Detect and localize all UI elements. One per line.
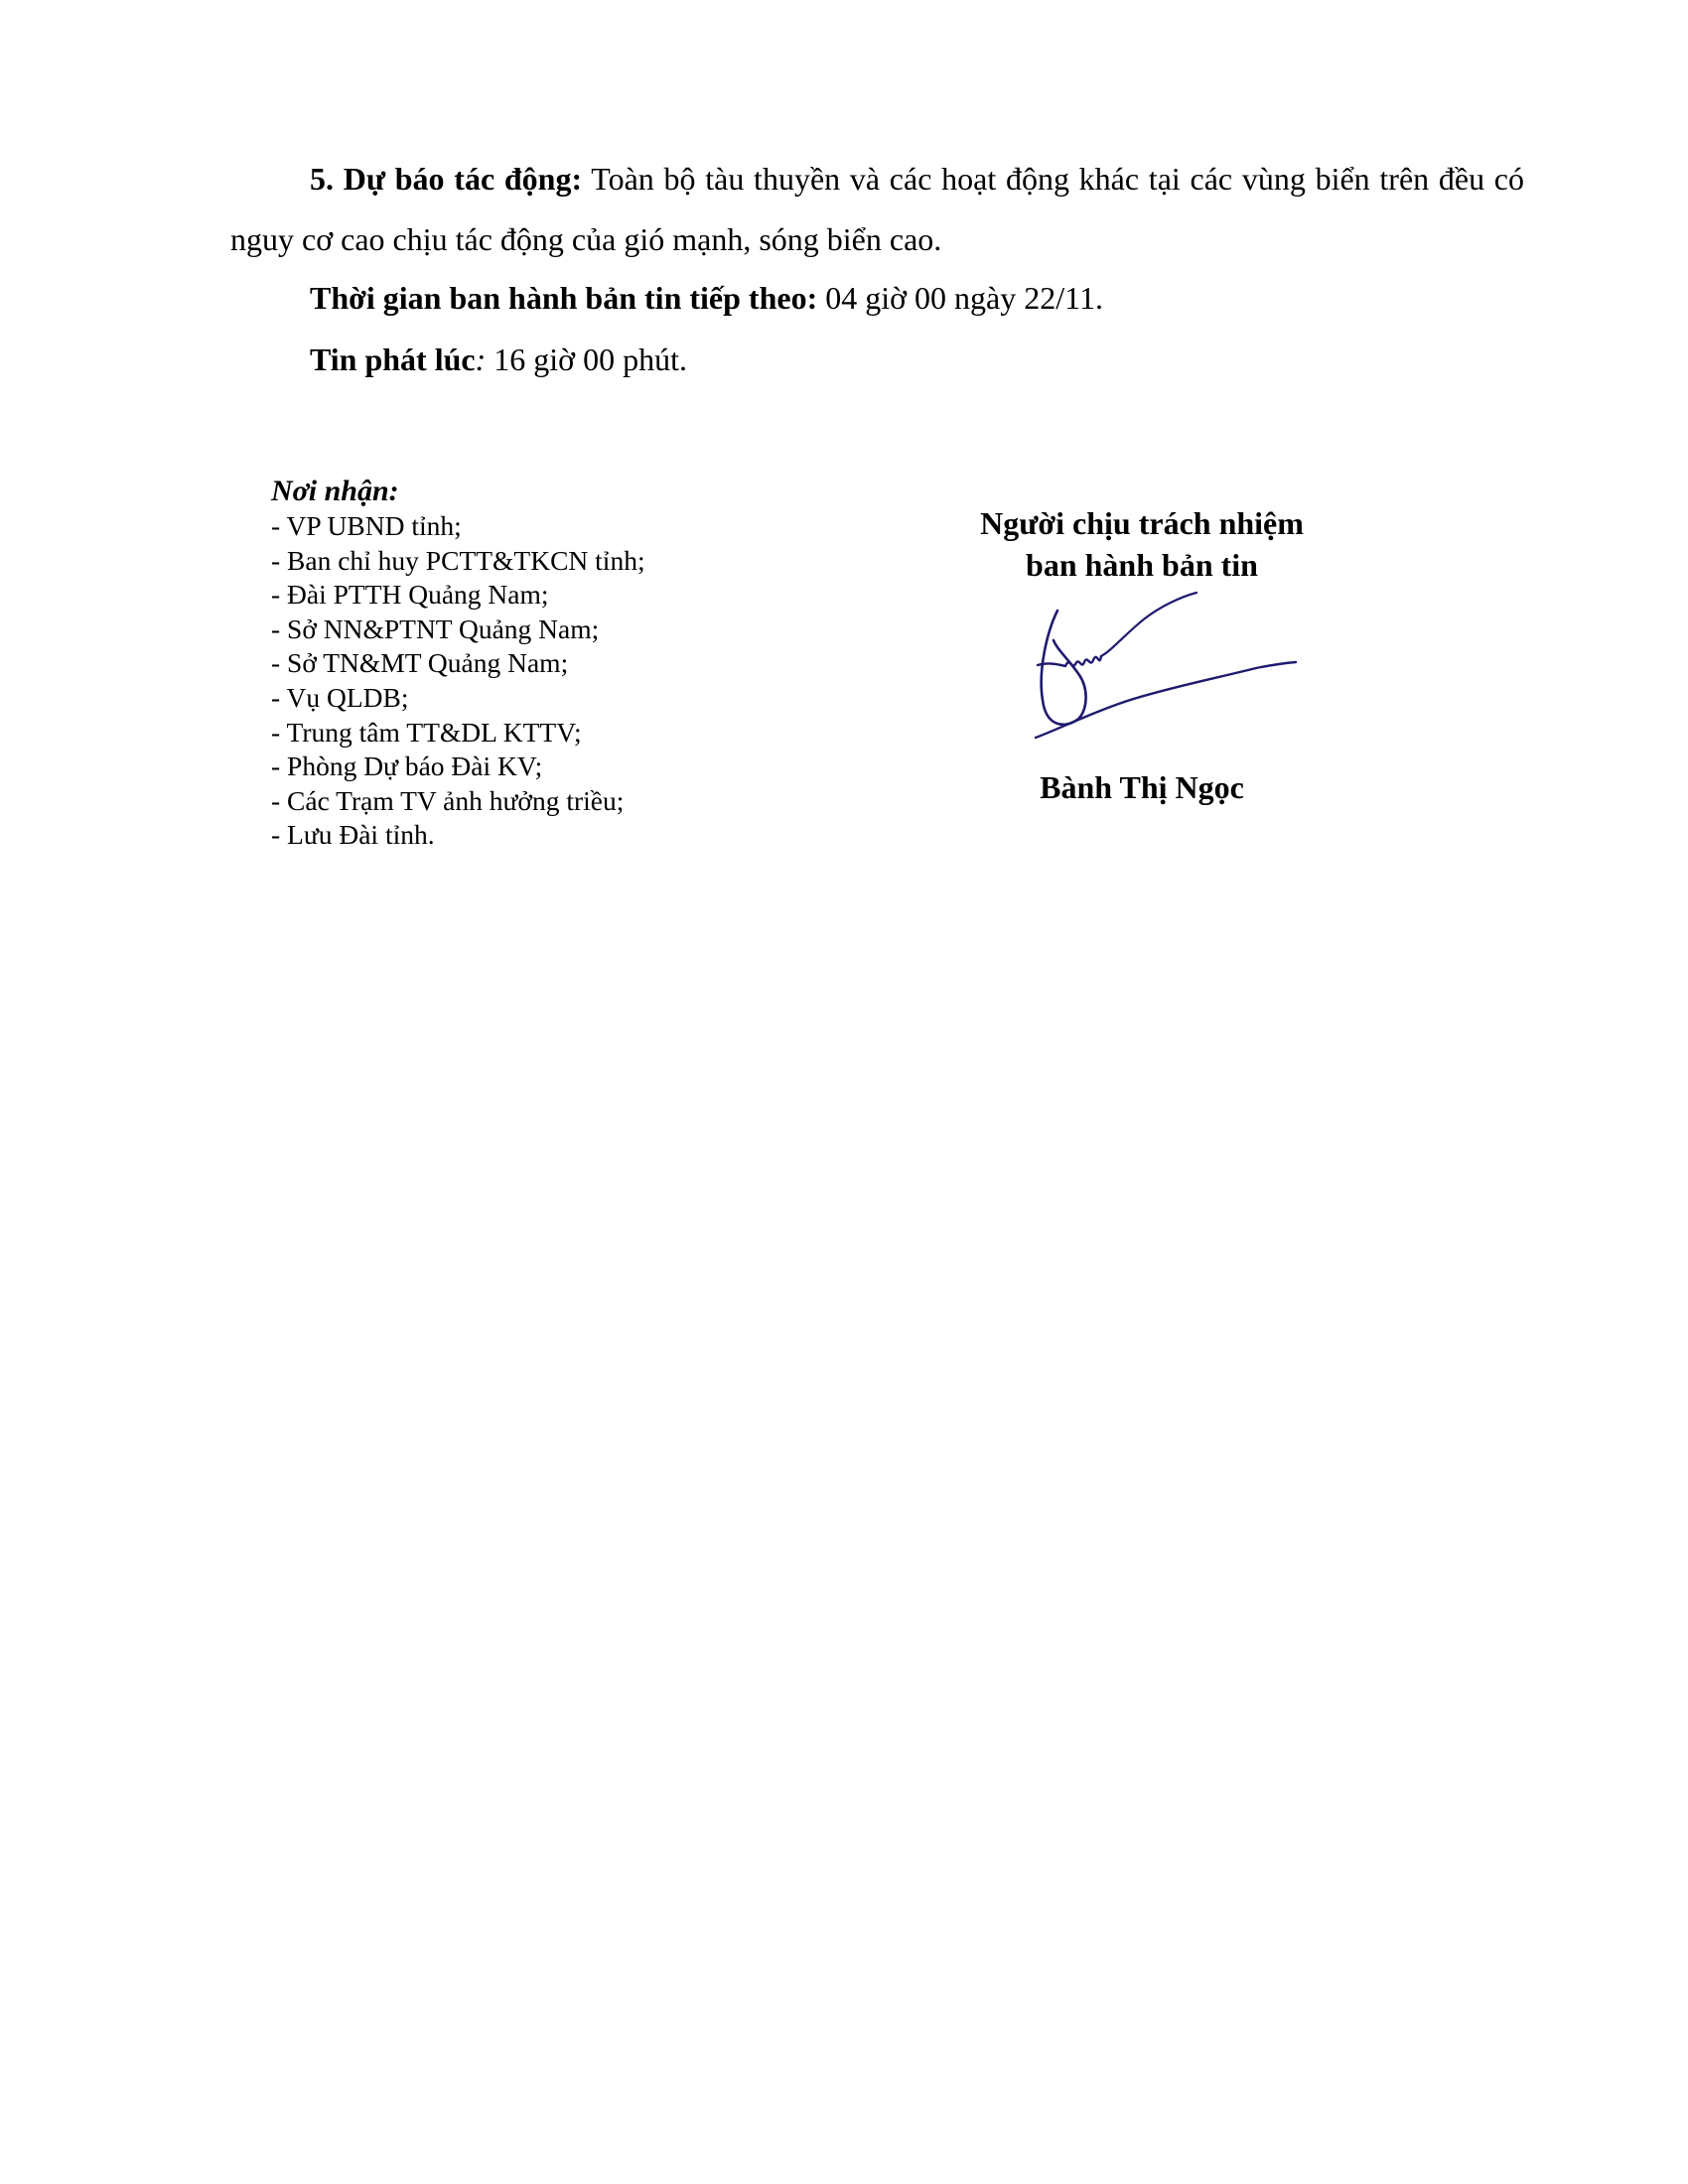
next-issue-text: 04 giờ 00 ngày 22/11. [817, 280, 1103, 316]
next-issue-paragraph [230, 268, 1524, 329]
recipient-item: - Đài PTTH Quảng Nam; [271, 579, 549, 611]
recipient-item: - VP UBND tỉnh; [271, 510, 462, 541]
impact-forecast-label: 5. Dự báo tác động: [310, 161, 583, 197]
impact-forecast-paragraph [230, 149, 1524, 270]
signature-strokes [1036, 593, 1296, 738]
issued-at-label: Tin phát lúc [310, 341, 476, 377]
impact-forecast-text: Toàn bộ tàu thuyền và các hoạt động khác tại các vùng biển trên đều có nguy cơ cao chịu tác động của gió mạnh, sóng biển cao. [230, 161, 1525, 257]
recipient-item: - Phòng Dự báo Đài KV; [271, 751, 543, 782]
recipient-item: - Ban chỉ huy PCTT&TKCN tỉnh; [271, 544, 645, 576]
issued-at-colon: : [475, 341, 487, 377]
issued-at-paragraph [230, 330, 1524, 390]
signer-name: Bành Thị Ngọc [1040, 769, 1244, 805]
recipients-title: Nơi nhận: [271, 475, 399, 507]
issued-at-text: 16 giờ 00 phút. [486, 341, 687, 377]
recipients-block [271, 474, 645, 853]
signer-title-line-2: ban hành bản tin [1026, 547, 1258, 583]
recipient-item: - Sở NN&PTNT Quảng Nam; [271, 613, 600, 644]
handwritten-signature [1018, 591, 1301, 754]
recipient-item: - Trung tâm TT&DL KTTV; [271, 716, 582, 748]
signer-title [894, 502, 1390, 586]
next-issue-label: Thời gian ban hành bản tin tiếp theo: [310, 280, 818, 316]
recipient-item: - Sở TN&MT Quảng Nam; [271, 647, 569, 679]
recipient-item: - Các Trạm TV ảnh hưởng triều; [271, 784, 625, 816]
recipient-item: - Lưu Đài tỉnh. [271, 819, 435, 851]
signer-title-line-1: Người chịu trách nhiệm [980, 505, 1304, 541]
recipient-item: - Vụ QLDB; [271, 681, 409, 713]
